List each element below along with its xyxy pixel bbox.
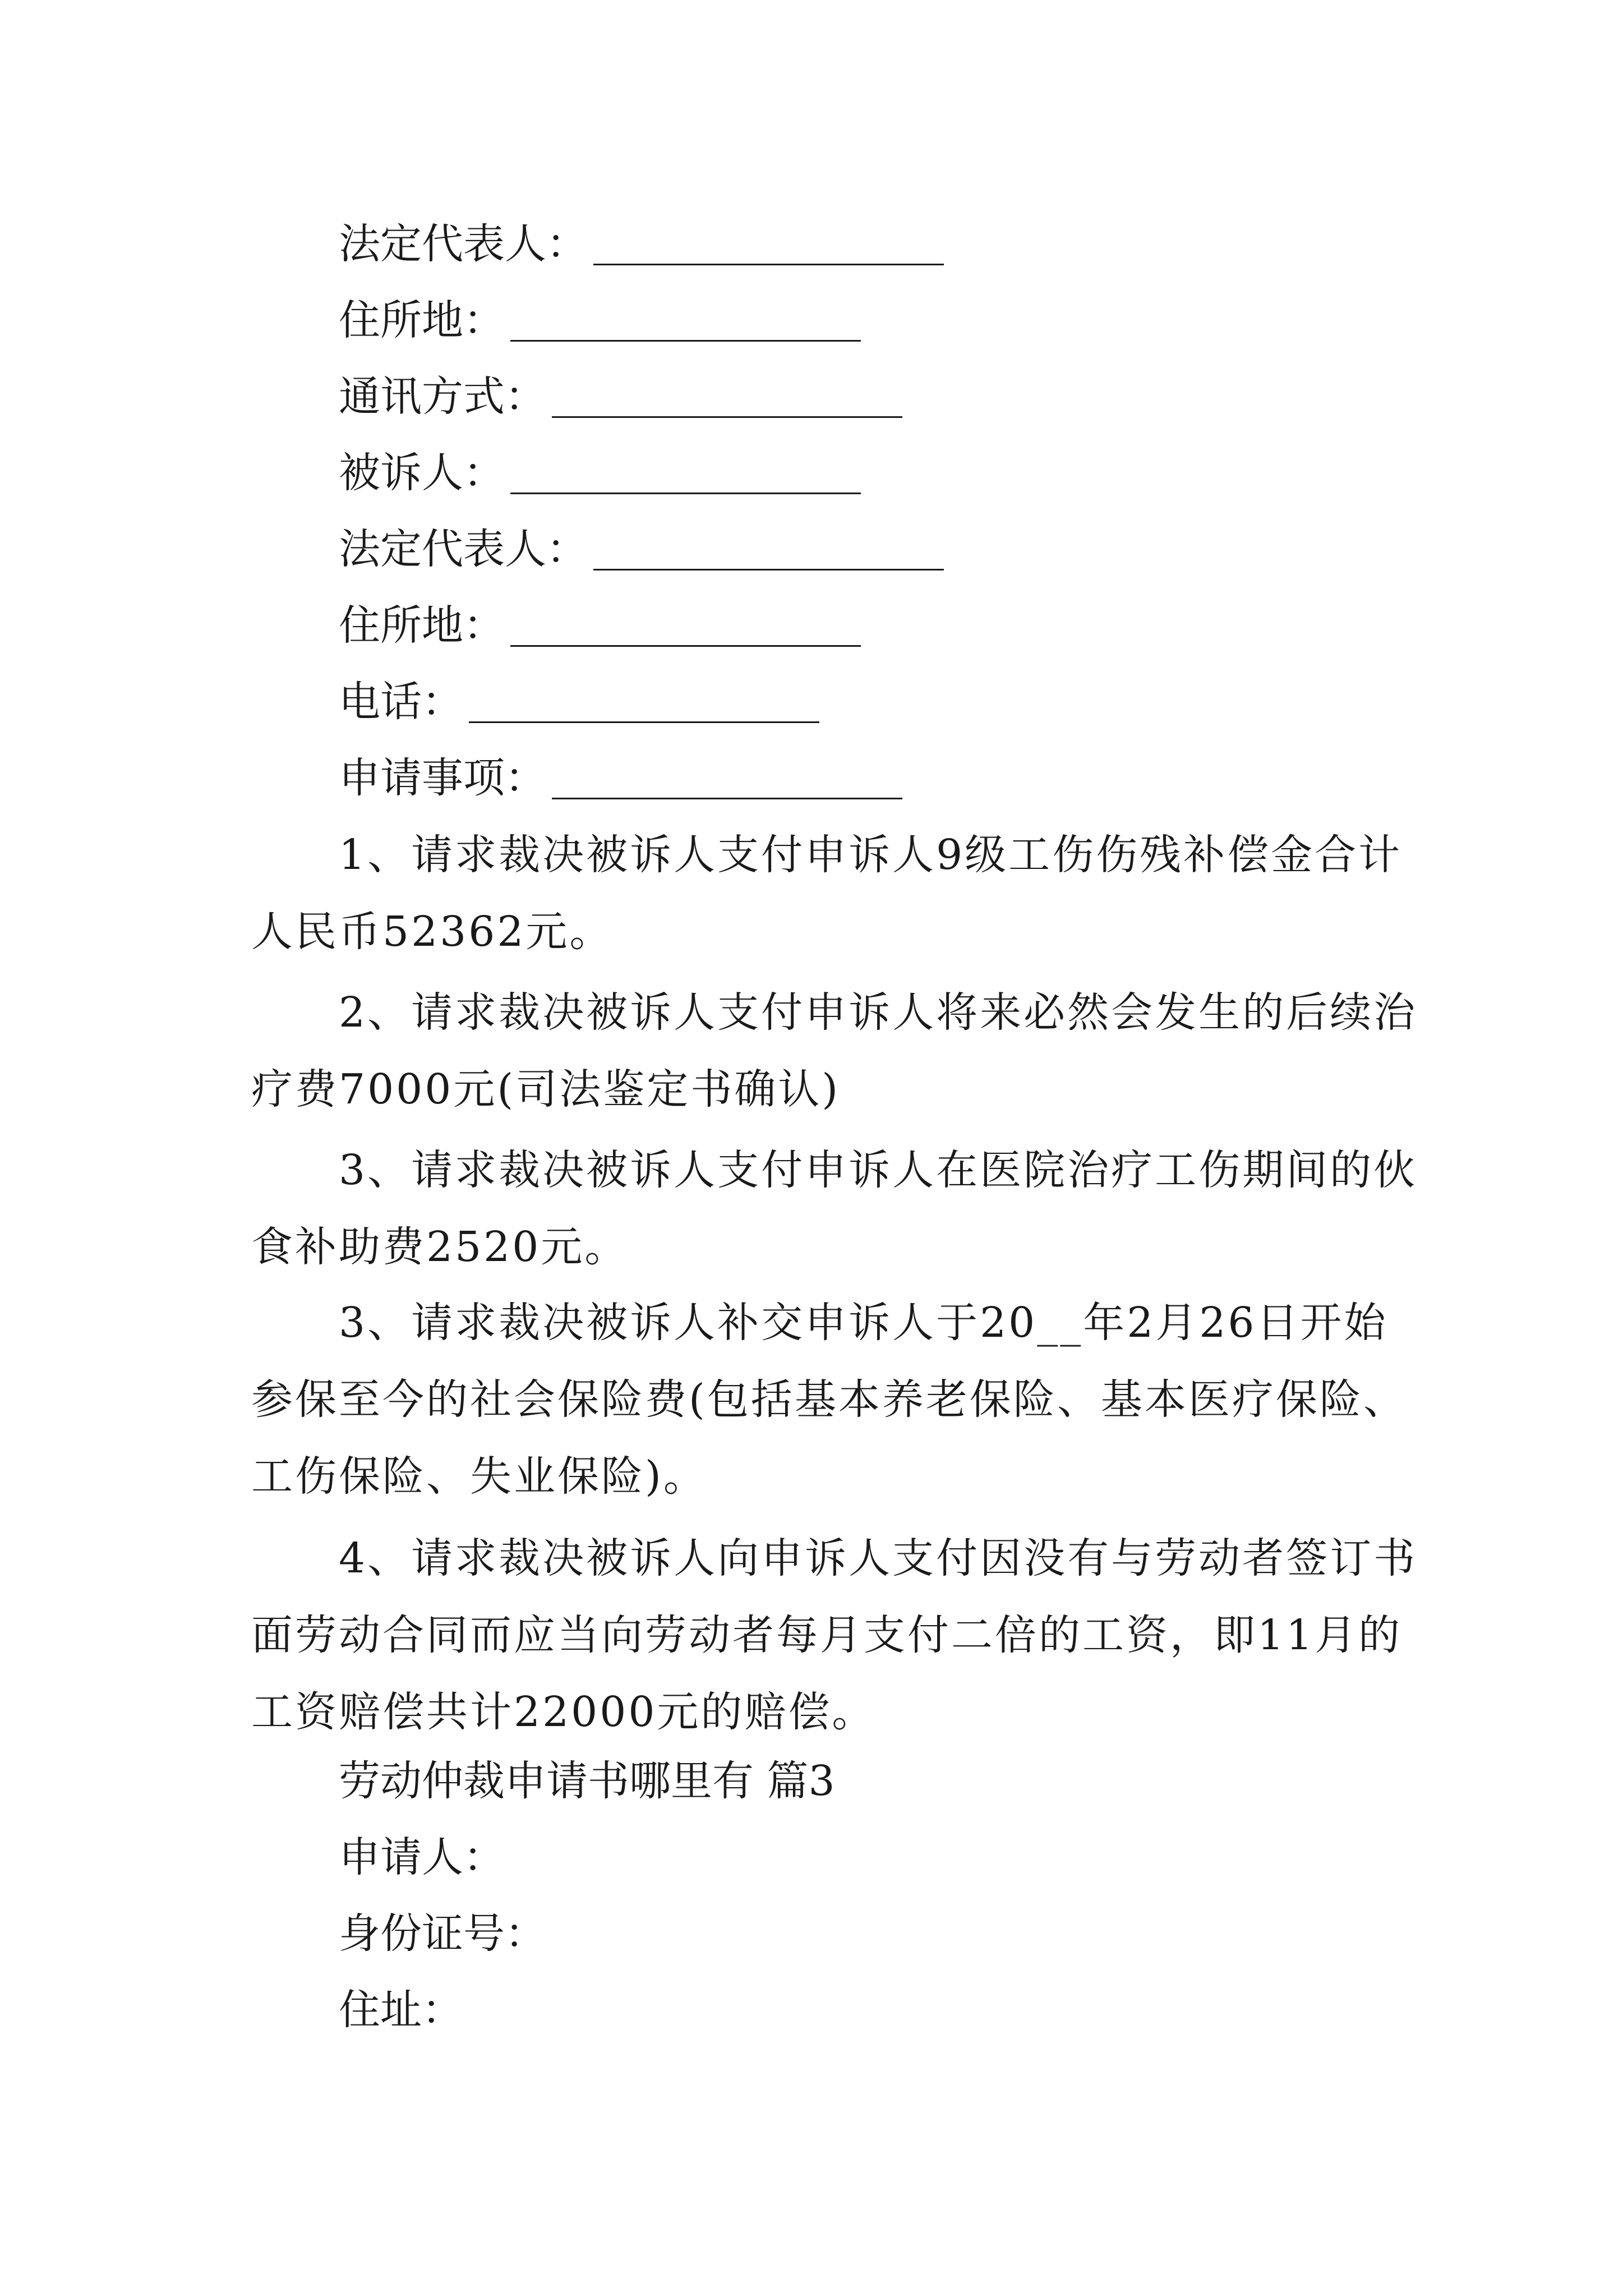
address-blank[interactable]: [510, 611, 861, 647]
applicant-label: 申请人：: [339, 1833, 505, 1881]
contact-label: 通讯方式：: [339, 372, 546, 421]
address-field-2: [339, 595, 861, 656]
address-label: 住所地：: [339, 296, 505, 344]
address-label: 住所地：: [339, 601, 505, 650]
request-items-field: [339, 747, 902, 809]
request-item-3b: 3、请求裁决被诉人补交申诉人于20__年2月26日开始参保至今的社会保险费(包括基本养老保险、基本医疗保险、工伤保险、失业保险)。: [251, 1299, 1407, 1501]
phone-blank[interactable]: [469, 688, 819, 723]
phone-label: 电话：: [339, 678, 463, 726]
request-item-3: 3、请求裁决被诉人支付申诉人在医院治疗工伤期间的伙食补助费2520元。: [251, 1146, 1418, 1271]
request-item-1: 1、请求裁决被诉人支付申诉人9级工伤伤残补偿金合计人民币52362元。: [251, 831, 1403, 956]
legal-representative-blank[interactable]: [593, 230, 944, 265]
address-field-1: [339, 289, 861, 351]
legal-representative-field-1: [339, 213, 944, 275]
request-item-4: 4、请求裁决被诉人向申诉人支付因没有与劳动者签订书面劳动合同而应当向劳动者每月支付二倍的工资，即11月的工资赔偿共计22000元的赔偿。: [251, 1534, 1418, 1736]
respondent-label: 被诉人：: [339, 449, 505, 497]
legal-representative-label: 法定代表人：: [339, 525, 588, 573]
respondent-blank[interactable]: [510, 459, 861, 494]
id-number-label: 身份证号：: [339, 1910, 546, 1958]
phone-field: [339, 671, 819, 733]
contact-field: [339, 366, 902, 427]
request-items-blank[interactable]: [552, 764, 902, 799]
address-blank[interactable]: [510, 306, 861, 342]
legal-representative-label: 法定代表人：: [339, 220, 588, 268]
legal-representative-field-2: [339, 518, 944, 580]
section-title: 劳动仲裁申请书哪里有 篇3: [339, 1757, 835, 1805]
legal-representative-blank[interactable]: [593, 535, 944, 570]
respondent-field: [339, 442, 861, 504]
contact-blank[interactable]: [552, 383, 902, 418]
residence-label: 住址：: [339, 1986, 463, 2034]
request-item-2: 2、请求裁决被诉人支付申诉人将来必然会发生的后续治疗费7000元(司法鉴定书确认): [251, 988, 1418, 1114]
request-items-label: 申请事项：: [339, 754, 546, 802]
